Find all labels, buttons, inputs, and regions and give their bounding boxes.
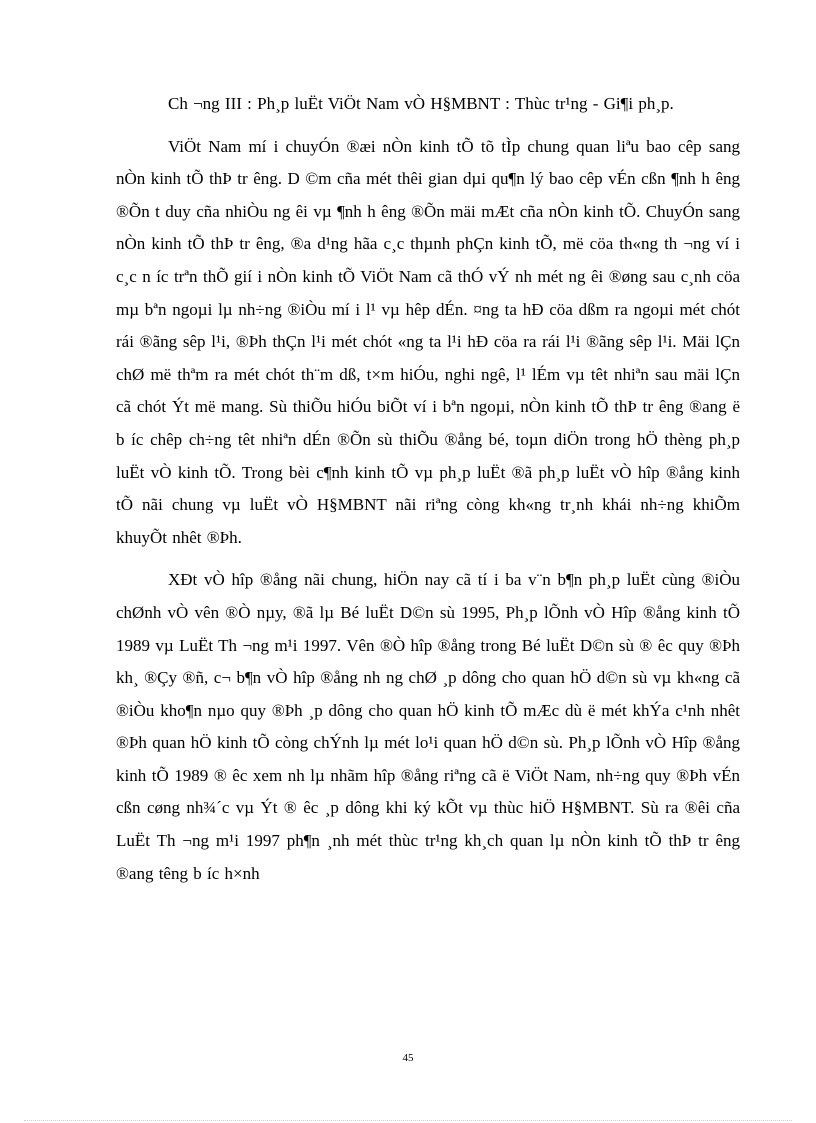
paragraph-2: XÐt vÒ hîp ®ång nãi chung, hiÖn nay cã tí i ba v¨n b¶n ph¸p luËt cùng ®iÒu chØnh vÒ vên ®Ò nµy, ®ã lµ Bé luËt D©n sù 1995, Ph¸p lÕnh vÒ Hîp ®ång kinh tÕ 1989 vµ LuËt Th ¬ng m¹i 1997. Vên ®Ò hîp ®ång trong Bé luËt D©n sù ® êc quy ®Þh kh¸ ®Çy ®ñ, c¬ b¶n vÒ hîp ®ång nh ng chØ ¸p dông cho quan hÖ d©n sù vµ kh«ng cã ®iÒu kho¶n nµo quy ®Þh ¸p dông cho quan hÖ kinh tÕ mÆc dù ë mét khÝa c¹nh nhêt ®Þh quan hÖ kinh tÕ còng chÝnh lµ mét lo¹i quan hÖ d©n sù. Ph¸p lÕnh vÒ Hîp ®ång kinh tÕ 1989 ® êc xem nh lµ nhãm hîp ®ång riªng cã ë ViÖt Nam, nh÷ng quy ®Þh vÉn cßn cøng nh¾´c vµ Ýt ® êc ¸p dông khi ký kÕt vµ thùc hiÖ H§MBNT. Sù ra ®êi cña LuËt Th ¬ng m¹i 1997 ph¶n ¸nh mét thùc tr¹ng kh¸ch quan lµ nÒn kinh tÕ thÞ tr êng ®ang têng b íc h×nh	[116, 570, 740, 883]
paragraph-1: ViÖt Nam mí i chuyÓn ®æi nÒn kinh tÕ tõ tÌp chung quan liªu bao cêp sang nÒn kinh tÕ thÞ tr êng. D ©m cña mét thêi gian dµi qu¶n lý bao cêp vÉn cßn ¶nh h êng ®Õn t duy cña nhiÒu ng êi vµ ¶nh h êng ®Õn mäi mÆt cña nÒn kinh tÕ. ChuyÓn sang nÒn kinh tÕ thÞ tr êng, ®a d¹ng hãa c¸c thµnh phÇn kinh tÕ, më cöa th«ng th ¬ng ví i c¸c n íc trªn thÕ gií i nÒn kinh tÕ ViÖt Nam cã thÓ vÝ nh mét ng êi ®øng sau c¸nh cöa mµ bªn ngoµi lµ nh÷ng ®iÒu mí i l¹ vµ hêp dÉn. ¤ng ta hÐ cöa dßm ra ngoµi mét chót rái ®ãng sêp l¹i, ®Þh thÇn l¹i mét chót «ng ta l¹i hÐ cöa ra rái l¹i ®ãng sêp l¹i. Mäi lÇn chØ më thªm ra mét chót th¨m dß, t×m hiÓu, nghi ngê, l¹ lÉm vµ têt nhiªn sau mäi lÇn cã chót Ýt më mang. Sù thiÕu hiÓu biÕt ví i bªn ngoµi, nÒn kinh tÕ thÞ tr êng ®ang ë b íc chêp ch÷ng têt nhiªn dÉn ®Õn sù thiÕu ®ång bé, toµn diÖn trong hÖ thèng ph¸p luËt vÒ kinh tÕ. Trong bèi c¶nh kinh tÕ vµ ph¸p luËt ®ã ph¸p luËt vÒ hîp ®ång kinh tÕ nãi chung vµ luËt vÒ H§MBNT nãi riªng còng kh«ng tr¸nh khái nh÷ng khiÕm khuyÕt nhêt ®Þh.	[116, 136, 740, 547]
chapter-heading: Ch ¬ng III : Ph¸p luËt ViÖt Nam vÒ H§MBNT : Thùc tr¹ng - Gi¶i ph¸p.	[168, 94, 674, 113]
page-divider	[24, 1120, 792, 1121]
page-number: 45	[402, 1052, 414, 1064]
body-text	[116, 88, 740, 890]
